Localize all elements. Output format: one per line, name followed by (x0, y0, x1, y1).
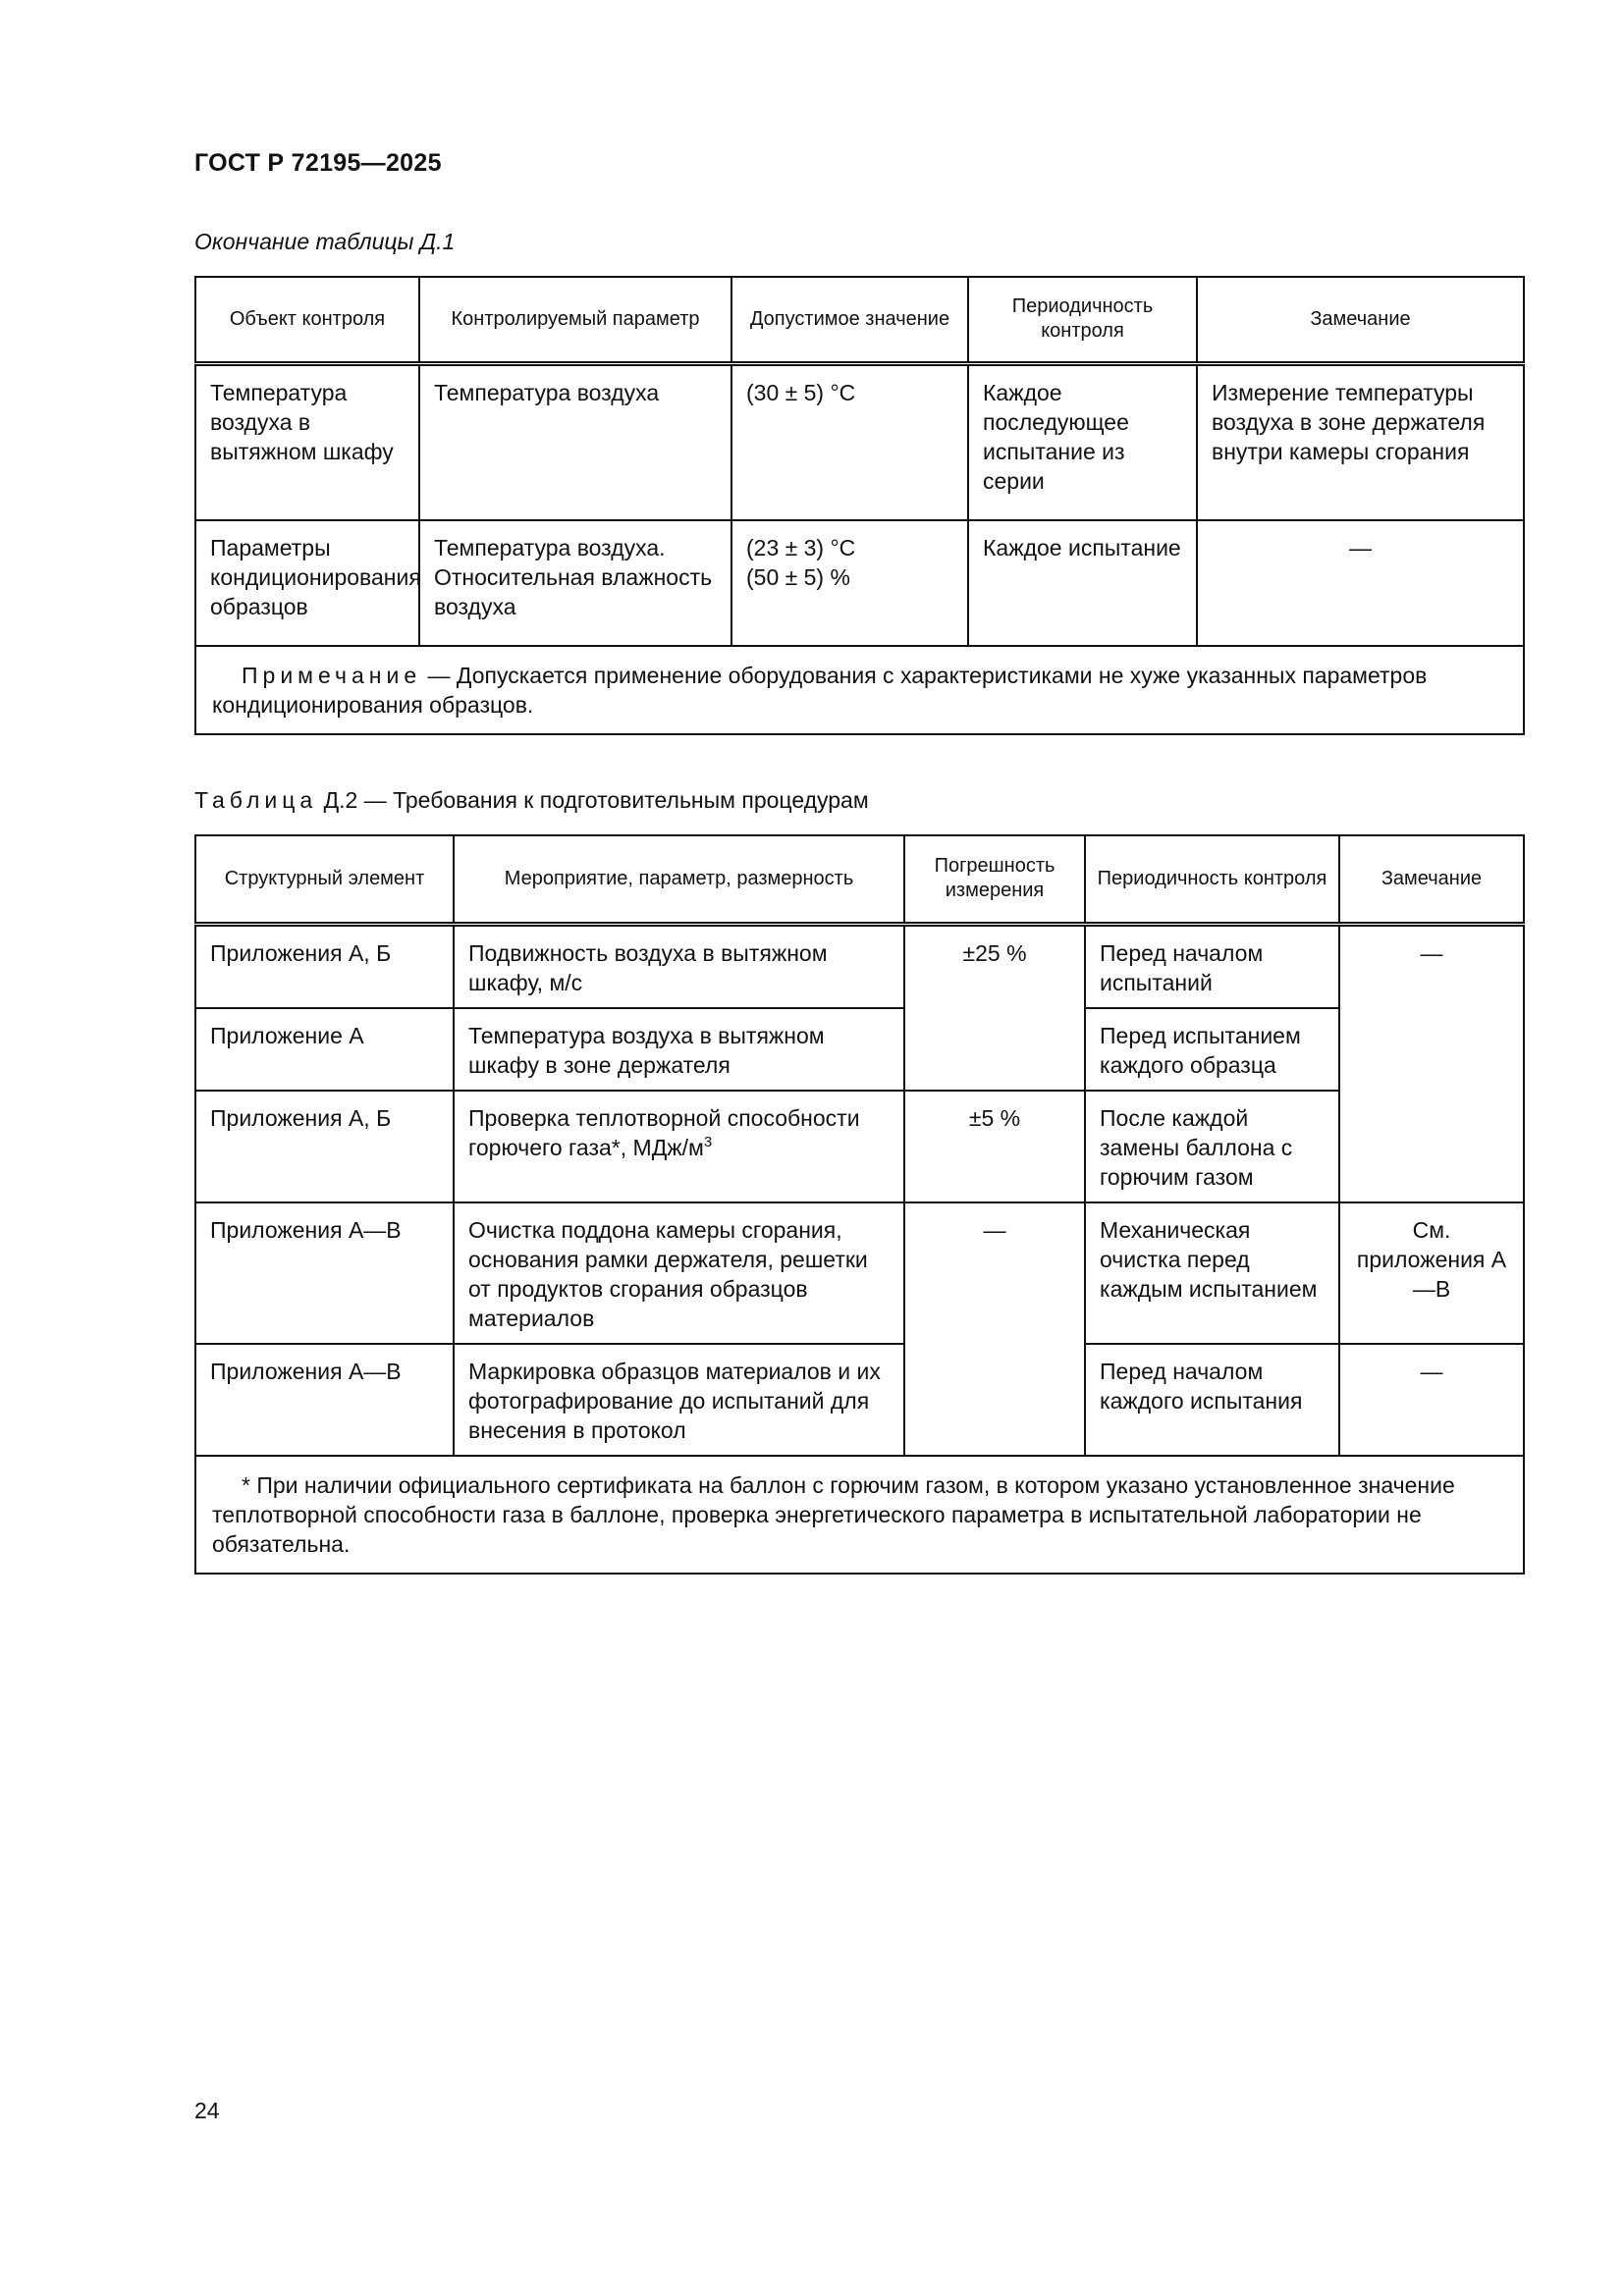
cell-measure: Маркировка образцов материалов и их фотографирование до испытаний для внесения в протокол (454, 1344, 904, 1456)
cell-remark: — (1339, 1344, 1524, 1456)
cell-periodicity: Механическая очистка перед каждым испытанием (1085, 1202, 1339, 1344)
cell-remark: — (1339, 924, 1524, 1202)
cell-measure (454, 1091, 904, 1202)
cell-remark: Измерение температуры воздуха в зоне держателя внутри камеры сгорания (1197, 363, 1524, 520)
cell-measure: Температура воздуха в вытяжном шкафу в зоне держателя (454, 1008, 904, 1091)
cell-value-temperature: (23 ± 3) °C (746, 535, 856, 561)
table-row (195, 1008, 1524, 1091)
table1-caption: Окончание таблицы Д.1 (194, 229, 456, 254)
table2-caption (194, 787, 869, 814)
cell-periodicity: Перед началом испытаний (1085, 924, 1339, 1008)
cell-measure: Очистка поддона камеры сгорания, основания рамки держателя, решетки от продуктов сгорания образцов материалов (454, 1202, 904, 1344)
note-text: — Допускается применение оборудования с характеристиками не хуже указанных параметров кондиционирования образцов. (212, 663, 1428, 718)
table1-col-remark: Замечание (1197, 277, 1524, 363)
table-row (195, 924, 1524, 1008)
table2-col-remark: Замечание (1339, 835, 1524, 924)
page-number: 24 (194, 2098, 220, 2123)
cell-error: — (904, 1202, 1085, 1456)
cell-measure-sup: 3 (703, 1133, 713, 1150)
table-row (195, 1344, 1524, 1456)
cell-object: Параметры кондиционирования образцов (195, 520, 419, 646)
table2-footnote-row (195, 1456, 1524, 1574)
table1-note (195, 646, 1524, 734)
table2-caption-text: Д.2 — Требования к подготовительным процедурам (317, 787, 869, 813)
footnote-text: * При наличии официального сертификата на баллон с горючим газом, в котором указано установленное значение теплотворной способности газа в баллоне, проверка энергетического параметра в испытательной лаборатории не обязательна. (212, 1471, 1455, 1557)
table1-col-parameter: Контролируемый параметр (419, 277, 731, 363)
cell-value: (30 ± 5) °C (731, 363, 968, 520)
table2-footnote (195, 1456, 1524, 1574)
cell-element: Приложения А—В (195, 1202, 454, 1344)
cell-periodicity: Каждое испытание (968, 520, 1197, 646)
cell-object: Температура воздуха в вытяжном шкафу (195, 363, 419, 520)
table-row (195, 1091, 1524, 1202)
table1-header-row (195, 277, 1524, 363)
cell-measure-text: Проверка теплотворной способности горючего газа*, МДж/м (468, 1104, 860, 1160)
table2-col-periodicity: Периодичность контроля (1085, 835, 1339, 924)
cell-remark: См. приложения А—В (1339, 1202, 1524, 1344)
cell-error: ±5 % (904, 1091, 1085, 1202)
cell-remark: — (1197, 520, 1524, 646)
standard-code: ГОСТ Р 72195—2025 (194, 149, 442, 177)
cell-periodicity: Перед началом каждого испытания (1085, 1344, 1339, 1456)
table-row (195, 1202, 1524, 1344)
cell-measure: Подвижность воздуха в вытяжном шкафу, м/с (454, 924, 904, 1008)
cell-value-humidity: (50 ± 5) % (746, 564, 850, 590)
table2-col-error: Погрешность измерения (904, 835, 1085, 924)
table2 (194, 834, 1525, 1575)
table2-header-row (195, 835, 1524, 924)
cell-periodicity: После каждой замены баллона с горючим газом (1085, 1091, 1339, 1202)
table1 (194, 276, 1525, 735)
note-label: Примечание (242, 663, 422, 688)
cell-element: Приложения А, Б (195, 924, 454, 1008)
cell-value (731, 520, 968, 646)
cell-element: Приложения А, Б (195, 1091, 454, 1202)
table-row (195, 520, 1524, 646)
cell-error: ±25 % (904, 924, 1085, 1091)
table-row (195, 363, 1524, 520)
cell-parameter: Температура воздуха (419, 363, 731, 520)
cell-periodicity: Перед испытанием каждого образца (1085, 1008, 1339, 1091)
table1-col-periodicity: Периодичность контроля (968, 277, 1197, 363)
cell-element: Приложение А (195, 1008, 454, 1091)
table1-col-value: Допустимое значение (731, 277, 968, 363)
table2-col-element: Структурный элемент (195, 835, 454, 924)
table2-caption-label: Таблица (194, 787, 318, 813)
cell-element: Приложения А—В (195, 1344, 454, 1456)
table1-col-object: Объект контроля (195, 277, 419, 363)
cell-periodicity: Каждое последующее испытание из серии (968, 363, 1197, 520)
table1-note-row (195, 646, 1524, 734)
table2-col-measure: Мероприятие, параметр, размерность (454, 835, 904, 924)
cell-parameter: Температура воздуха. Относительная влажность воздуха (419, 520, 731, 646)
